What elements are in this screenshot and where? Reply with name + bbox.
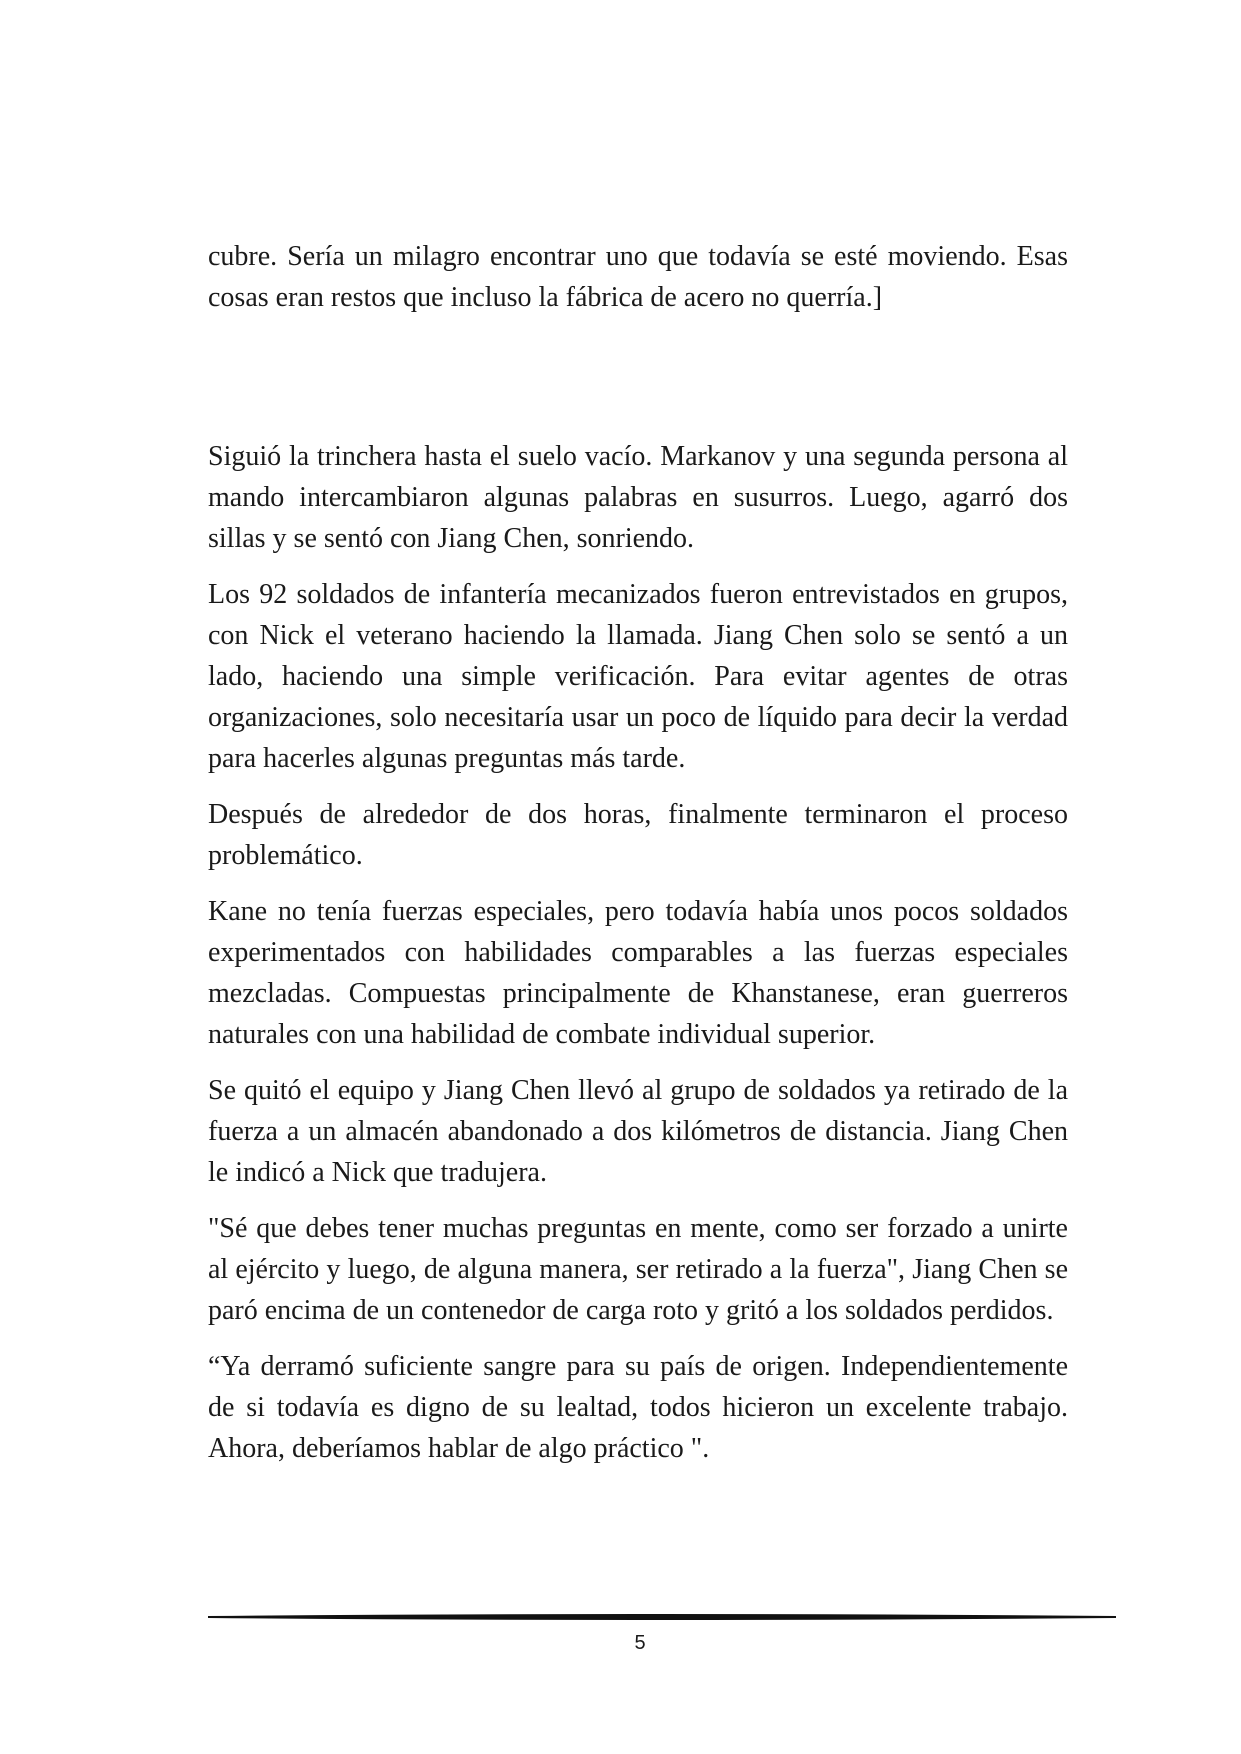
paragraph: Después de alrededor de dos horas, finalmente terminaron el proceso problemático. — [208, 799, 1068, 871]
text-block-main — [208, 436, 1068, 1469]
paragraph: "Sé que debes tener muchas preguntas en mente, como ser forzado a unirte al ejército y luego, de alguna manera, ser retirado a la fuerza", Jiang Chen se paró encima de un contenedor de carga roto y gritó a los soldados perdidos. — [208, 1213, 1068, 1326]
page-number: 5 — [634, 1632, 646, 1654]
paragraph: Los 92 soldados de infantería mecanizados fueron entrevistados en grupos, con Nick el veterano haciendo la llamada. Jiang Chen solo se sentó a un lado, haciendo una simple verificación. Para evitar agentes de otras organizaciones, solo necesitaría usar un poco de líquido para decir la verdad para hacerles algunas preguntas más tarde. — [208, 579, 1068, 774]
footer-divider — [208, 1610, 1116, 1624]
paragraph: Kane no tenía fuerzas especiales, pero todavía había unos pocos soldados experimentados con habilidades comparables a las fuerzas especiales mezcladas. Compuestas principalmente de Khanstanese, eran guerreros naturales con una habilidad de combate individual superior. — [208, 896, 1068, 1050]
paragraph: cubre. Sería un milagro encontrar uno que todavía se esté moviendo. Esas cosas eran restos que incluso la fábrica de acero no querría.] — [208, 241, 1068, 313]
text-block-top — [208, 236, 1068, 318]
footer-divider-swash — [208, 1614, 1116, 1620]
paragraph: Se quitó el equipo y Jiang Chen llevó al grupo de soldados ya retirado de la fuerza a un almacén abandonado a dos kilómetros de distancia. Jiang Chen le indicó a Nick que tradujera. — [208, 1075, 1068, 1188]
paragraph: “Ya derramó suficiente sangre para su país de origen. Independientemente de si todavía es digno de su lealtad, todos hicieron un excelente trabajo. Ahora, deberíamos hablar de algo práctico ". — [208, 1351, 1068, 1464]
paragraph: Siguió la trinchera hasta el suelo vacío. Markanov y una segunda persona al mando intercambiaron algunas palabras en susurros. Luego, agarró dos sillas y se sentó con Jiang Chen, sonriendo. — [208, 441, 1068, 554]
